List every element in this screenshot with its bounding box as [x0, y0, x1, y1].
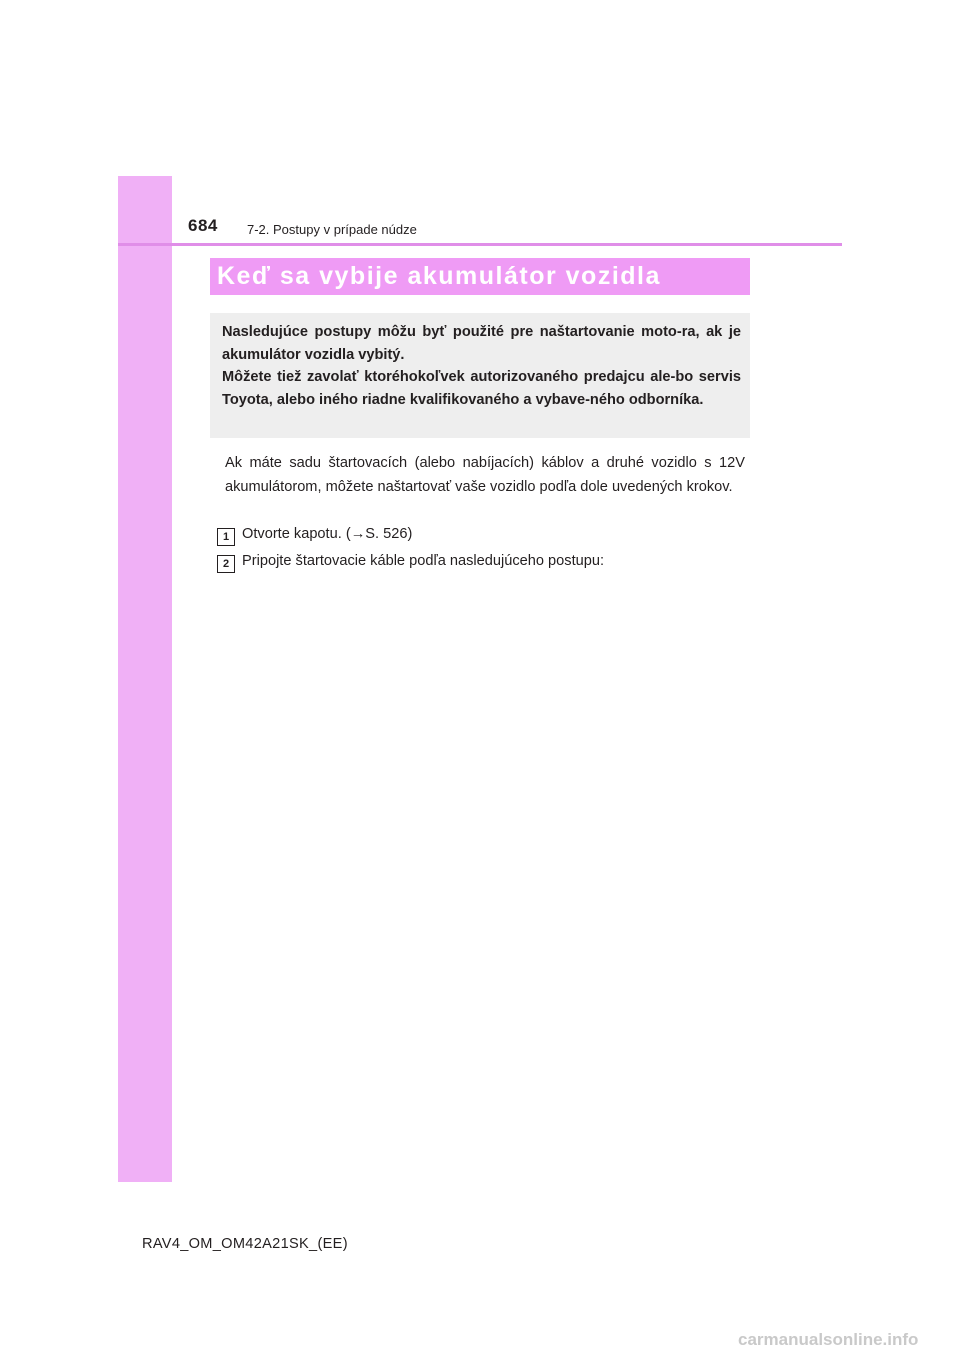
intro-paragraph-1: Nasledujúce postupy môžu byť použité pre naštartovanie moto-ra, ak je akumulátor vozidla vybitý. [222, 324, 741, 363]
body-paragraph: Ak máte sadu štartovacích (alebo nabíjacích) káblov a druhé vozidlo s 12V akumulátorom, môžete naštartovať vaše vozidlo podľa dole uvedených krokov. [225, 455, 745, 495]
chapter-side-tab [118, 176, 172, 1182]
step-text: Pripojte štartovacie káble podľa nasledujúceho postupu: [242, 553, 605, 569]
step-number-badge: 2 [217, 555, 235, 573]
intro-box [210, 313, 750, 438]
page-number: 684 [188, 216, 218, 235]
title-bar [210, 258, 750, 295]
step-number-badge: 1 [217, 528, 235, 546]
step-text: Otvorte kapotu. (→S. 526) [242, 526, 413, 542]
section-label: 7-2. Postupy v prípade núdze [247, 222, 417, 237]
page-title: Keď sa vybije akumulátor vozidla [217, 262, 661, 290]
document-code: RAV4_OM_OM42A21SK_(EE) [142, 1236, 348, 1252]
intro-paragraph-2: Môžete tiež zavolať ktoréhokoľvek autorizovaného predajcu ale-bo servis Toyota, alebo iného riadne kvalifikovaného a vybave-ného odborníka. [222, 369, 741, 408]
header-divider [118, 243, 842, 246]
watermark: carmanualsonline.info [738, 1330, 919, 1349]
